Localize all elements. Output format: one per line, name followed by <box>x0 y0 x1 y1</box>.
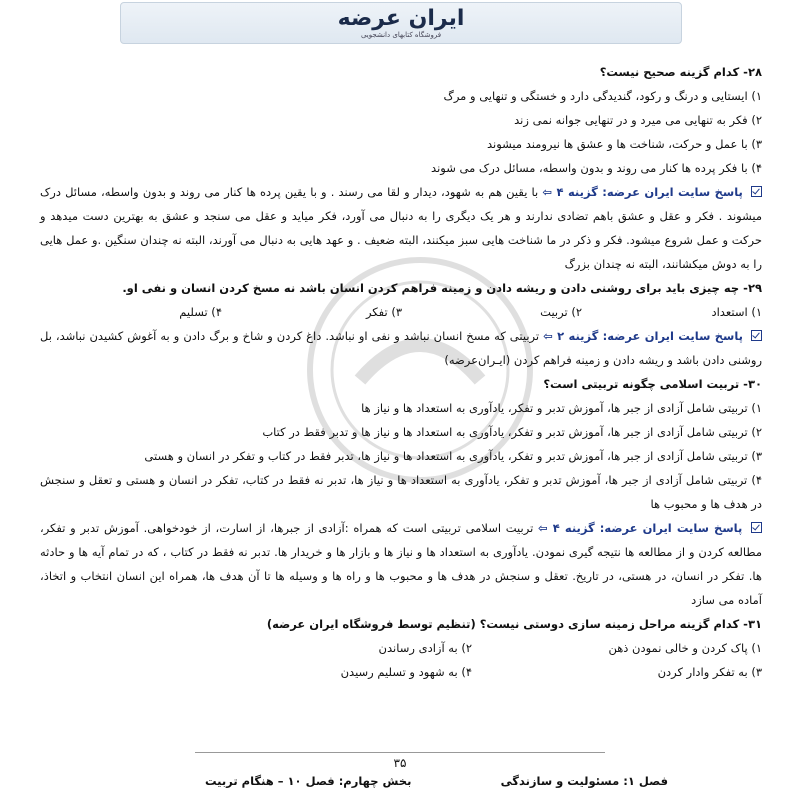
question-30: ۳۰- تربیت اسلامی چگونه تربیتی است؟ <box>543 377 762 391</box>
brand-logo <box>337 5 465 39</box>
q31-options-row-1 <box>40 636 762 660</box>
q28-option-4: ۴) با فکر پرده ها کنار می روند و بدون واسطه، مسائل درک می شوند <box>431 161 762 175</box>
q30-option-4: ۴) تربیتی شامل آزادی از جبر ها، آموزش تدبر و تفکر، یادآوری به استعداد ها و نیاز ها، تدبر نه فقط در کتاب، تفکر در انسان و هستی و تعقل و سنجش در هدف ها و محبوب ها <box>40 473 762 511</box>
footer-divider <box>195 752 605 753</box>
question-29: ۲۹- چه چیزی باید برای روشنی دادن و ریشه دادن و زمینه فراهم کردن انسان باشد نه مسخ کردن انسان و نفی او. <box>122 281 762 295</box>
q28-answer <box>40 180 762 276</box>
page-number: ۳۵ <box>393 756 407 770</box>
header-banner <box>120 2 682 44</box>
q30-answer <box>40 516 762 612</box>
q29-option-4: ۴) تسلیم <box>179 305 222 319</box>
q28-option-2: ۲) فکر به تنهایی می میرد و در تنهایی جوانه نمی زند <box>514 113 762 127</box>
footer-section-title: بخش چهارم: فصل ۱۰ – هنگام تربیت <box>205 774 412 788</box>
logo-text: ایران عرضه <box>337 5 465 31</box>
q29-option-1: ۱) استعداد <box>711 305 762 319</box>
q31-option-3: ۳) به تفکر وادار کردن <box>657 665 762 679</box>
q28-option-3: ۳) با عمل و حرکت، شناخت ها و عشق ها نیرومند میشوند <box>486 137 762 151</box>
q28-option-1: ۱) ایستایی و درنگ و رکود، گندیدگی دارد و خستگی و تنهایی و مرگ <box>443 89 762 103</box>
q31-option-4: ۴) به شهود و تسلیم رسیدن <box>340 665 472 679</box>
logo-subtext: فروشگاه کتابهای دانشجویی <box>360 30 442 39</box>
q31-option-2: ۲) به آزادی رساندن <box>378 641 472 655</box>
question-31: ۳۱- کدام گزینه مراحل زمینه سازی دوستی نیست؟ (تنظیم توسط فروشگاه ایران عرضه) <box>266 617 762 631</box>
q30-answer-body: تربیت اسلامی تربیتی است که همراه :آزادی از جبرها، از اسارت، از خودخواهی. آموزش تدبر و تفکر، مطالعه کردن و از مطالعه ها نتیجه گیری نمودن. یادآوری به استعداد ها و نیاز ها و بازار ها و خریدار ها. تدبر نه فقط در کتاب ، که در تمام آیه ها و حادثه ها. تفکر در انسان، در هستی، در تاریخ. تعقل و سنجش در هدف ها و محبوب ها و راه ها و وسیله ها تا آن هدف ها، همراه این انسان انتخاب و اتخاذ، آماده می سازد <box>40 521 762 607</box>
q30-option-1: ۱) تربیتی شامل آزادی از جبر ها، آموزش تدبر و تفکر، یادآوری به استعداد ها و نیاز ها <box>361 401 762 415</box>
q31-options-row-2 <box>40 660 762 684</box>
q29-answer-tag: پاسخ سایت ایران عرضه: گزینه ۲ ⇦ <box>543 329 743 343</box>
footer-chapter-title: فصل ۱: مسئولیت و سازندگی <box>500 774 668 788</box>
q28-answer-tag: پاسخ سایت ایران عرضه: گزینه ۴ ⇦ <box>542 185 743 199</box>
q30-option-3: ۳) تربیتی شامل آزادی از جبر ها، آموزش تدبر و تفکر، یادآوری به استعداد ها و نیاز ها، تدبر فقط در کتاب و تفکر در انسان و هستی <box>144 449 762 463</box>
q28-answer-body: با یقین هم به شهود، دیدار و لقا می رسند . و با یقین پرده ها کنار می روند و بدون واسطه، مسائل درک میشوند . فکر و عقل و عشق باهم تضادی ندارند و هر یک دیگری را به دنبال می آورد، فکر میاید و عقل می سنجد و عشق به بهترین دست میدهد و حرکت و عمل شروع میشود. فکر و ذکر در ما شناخت هایی سبز میکنند، البته ضعیف . و عهد هایی به دنبال می آورند، البته نه چندان سنگین .و عمل هایی را به دوش میکشانند، البته نه چندان بزرگ <box>40 185 762 271</box>
q30-answer-tag: پاسخ سایت ایران عرضه: گزینه ۴ ⇦ <box>538 521 743 535</box>
q29-options <box>40 300 762 324</box>
checkbox-icon <box>751 186 762 197</box>
q31-option-1: ۱) پاک کردن و خالی نمودن ذهن <box>608 641 762 655</box>
checkbox-icon <box>751 522 762 533</box>
q29-option-3: ۳) تفکر <box>365 305 402 319</box>
main-content <box>40 60 762 684</box>
question-28: ۲۸- کدام گزینه صحیح نیست؟ <box>599 65 762 79</box>
q29-answer <box>40 324 762 372</box>
q29-option-2: ۲) تربیت <box>540 305 582 319</box>
q29-answer-body: تربیتی که مسخ انسان نباشد و نفی او نباشد. داغ کردن و شاخ و برگ دادن و به آغوش کشیدن نباشد، بل روشنی دادن باشد و ریشه دادن و زمینه فراهم کردن (ایـران‌عرضه) <box>40 329 762 367</box>
checkbox-icon <box>751 330 762 341</box>
q30-option-2: ۲) تربیتی شامل آزادی از جبر ها، آموزش تدبر و تفکر، یادآوری به استعداد ها و نیاز ها و تدبر فقط در کتاب <box>262 425 762 439</box>
